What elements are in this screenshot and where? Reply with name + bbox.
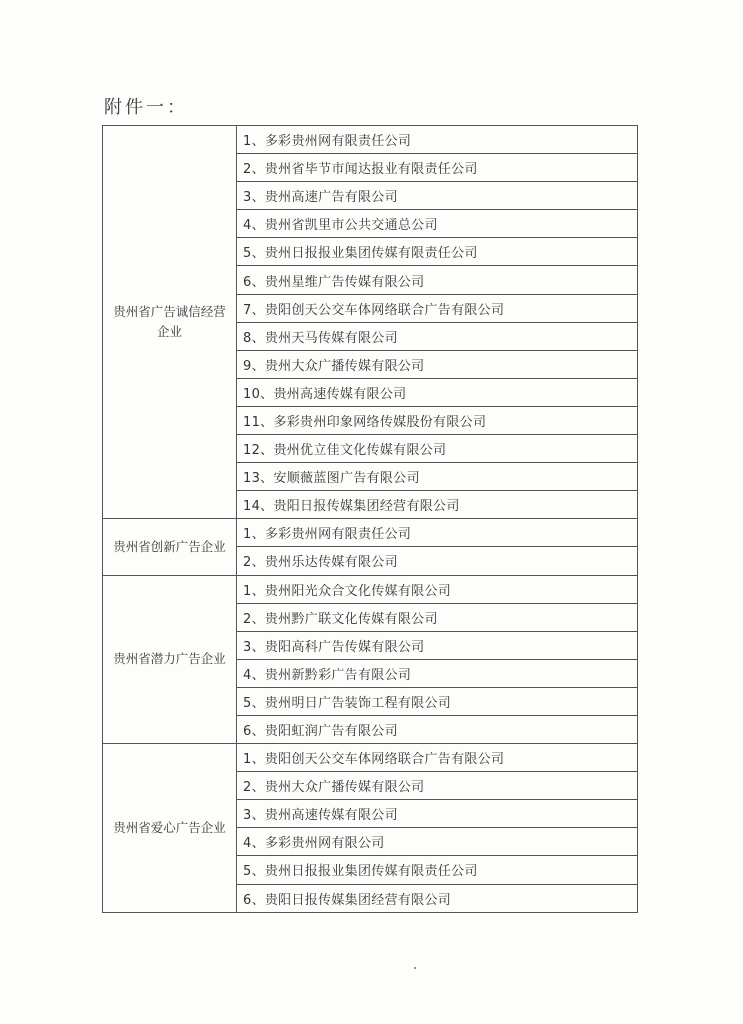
table-row — [103, 126, 638, 154]
company-cell: 8、贵州天马传媒有限公司 — [237, 322, 638, 350]
category-cell: 贵州省爱心广告企业 — [103, 744, 237, 913]
company-cell: 13、安顺薇蓝图广告有限公司 — [237, 463, 638, 491]
category-cell: 贵州省广告诚信经营企业 — [103, 126, 237, 519]
company-cell: 1、贵州阳光众合文化传媒有限公司 — [237, 575, 638, 603]
company-cell: 4、贵州省凯里市公共交通总公司 — [237, 210, 638, 238]
company-cell: 1、多彩贵州网有限责任公司 — [237, 126, 638, 154]
company-cell: 4、多彩贵州网有限公司 — [237, 828, 638, 856]
company-cell: 4、贵州新黔彩广告有限公司 — [237, 659, 638, 687]
company-cell: 2、贵州省毕节市闻达报业有限责任公司 — [237, 154, 638, 182]
company-cell: 2、贵州大众广播传媒有限公司 — [237, 772, 638, 800]
company-cell: 6、贵州星维广告传媒有限公司 — [237, 266, 638, 294]
table-row — [103, 744, 638, 772]
table-row — [103, 519, 638, 547]
table-row — [103, 575, 638, 603]
company-cell: 3、贵州高速传媒有限公司 — [237, 800, 638, 828]
company-cell: 11、多彩贵州印象网络传媒股份有限公司 — [237, 406, 638, 434]
company-cell: 3、贵州高速广告有限公司 — [237, 182, 638, 210]
company-cell: 1、多彩贵州网有限责任公司 — [237, 519, 638, 547]
company-cell: 12、贵州优立佳文化传媒有限公司 — [237, 435, 638, 463]
category-cell: 贵州省创新广告企业 — [103, 519, 237, 575]
company-cell: 5、贵州日报报业集团传媒有限责任公司 — [237, 856, 638, 884]
company-cell: 2、贵州黔广联文化传媒有限公司 — [237, 603, 638, 631]
company-cell: 10、贵州高速传媒有限公司 — [237, 378, 638, 406]
company-cell: 6、贵阳虹润广告有限公司 — [237, 715, 638, 743]
category-cell: 贵州省潜力广告企业 — [103, 575, 237, 744]
company-cell: 5、贵州明日广告装饰工程有限公司 — [237, 687, 638, 715]
company-cell: 7、贵阳创天公交车体网络联合广告有限公司 — [237, 294, 638, 322]
company-cell: 3、贵阳高科广告传媒有限公司 — [237, 631, 638, 659]
award-table — [102, 125, 638, 913]
company-cell: 1、贵阳创天公交车体网络联合广告有限公司 — [237, 744, 638, 772]
scan-speck — [414, 967, 416, 969]
company-cell: 2、贵州乐达传媒有限公司 — [237, 547, 638, 575]
company-cell: 5、贵州日报报业集团传媒有限责任公司 — [237, 238, 638, 266]
attachment-title: 附件一： — [104, 97, 188, 118]
company-cell: 6、贵阳日报传媒集团经营有限公司 — [237, 884, 638, 912]
company-cell: 9、贵州大众广播传媒有限公司 — [237, 350, 638, 378]
company-cell: 14、贵阳日报传媒集团经营有限公司 — [237, 491, 638, 519]
